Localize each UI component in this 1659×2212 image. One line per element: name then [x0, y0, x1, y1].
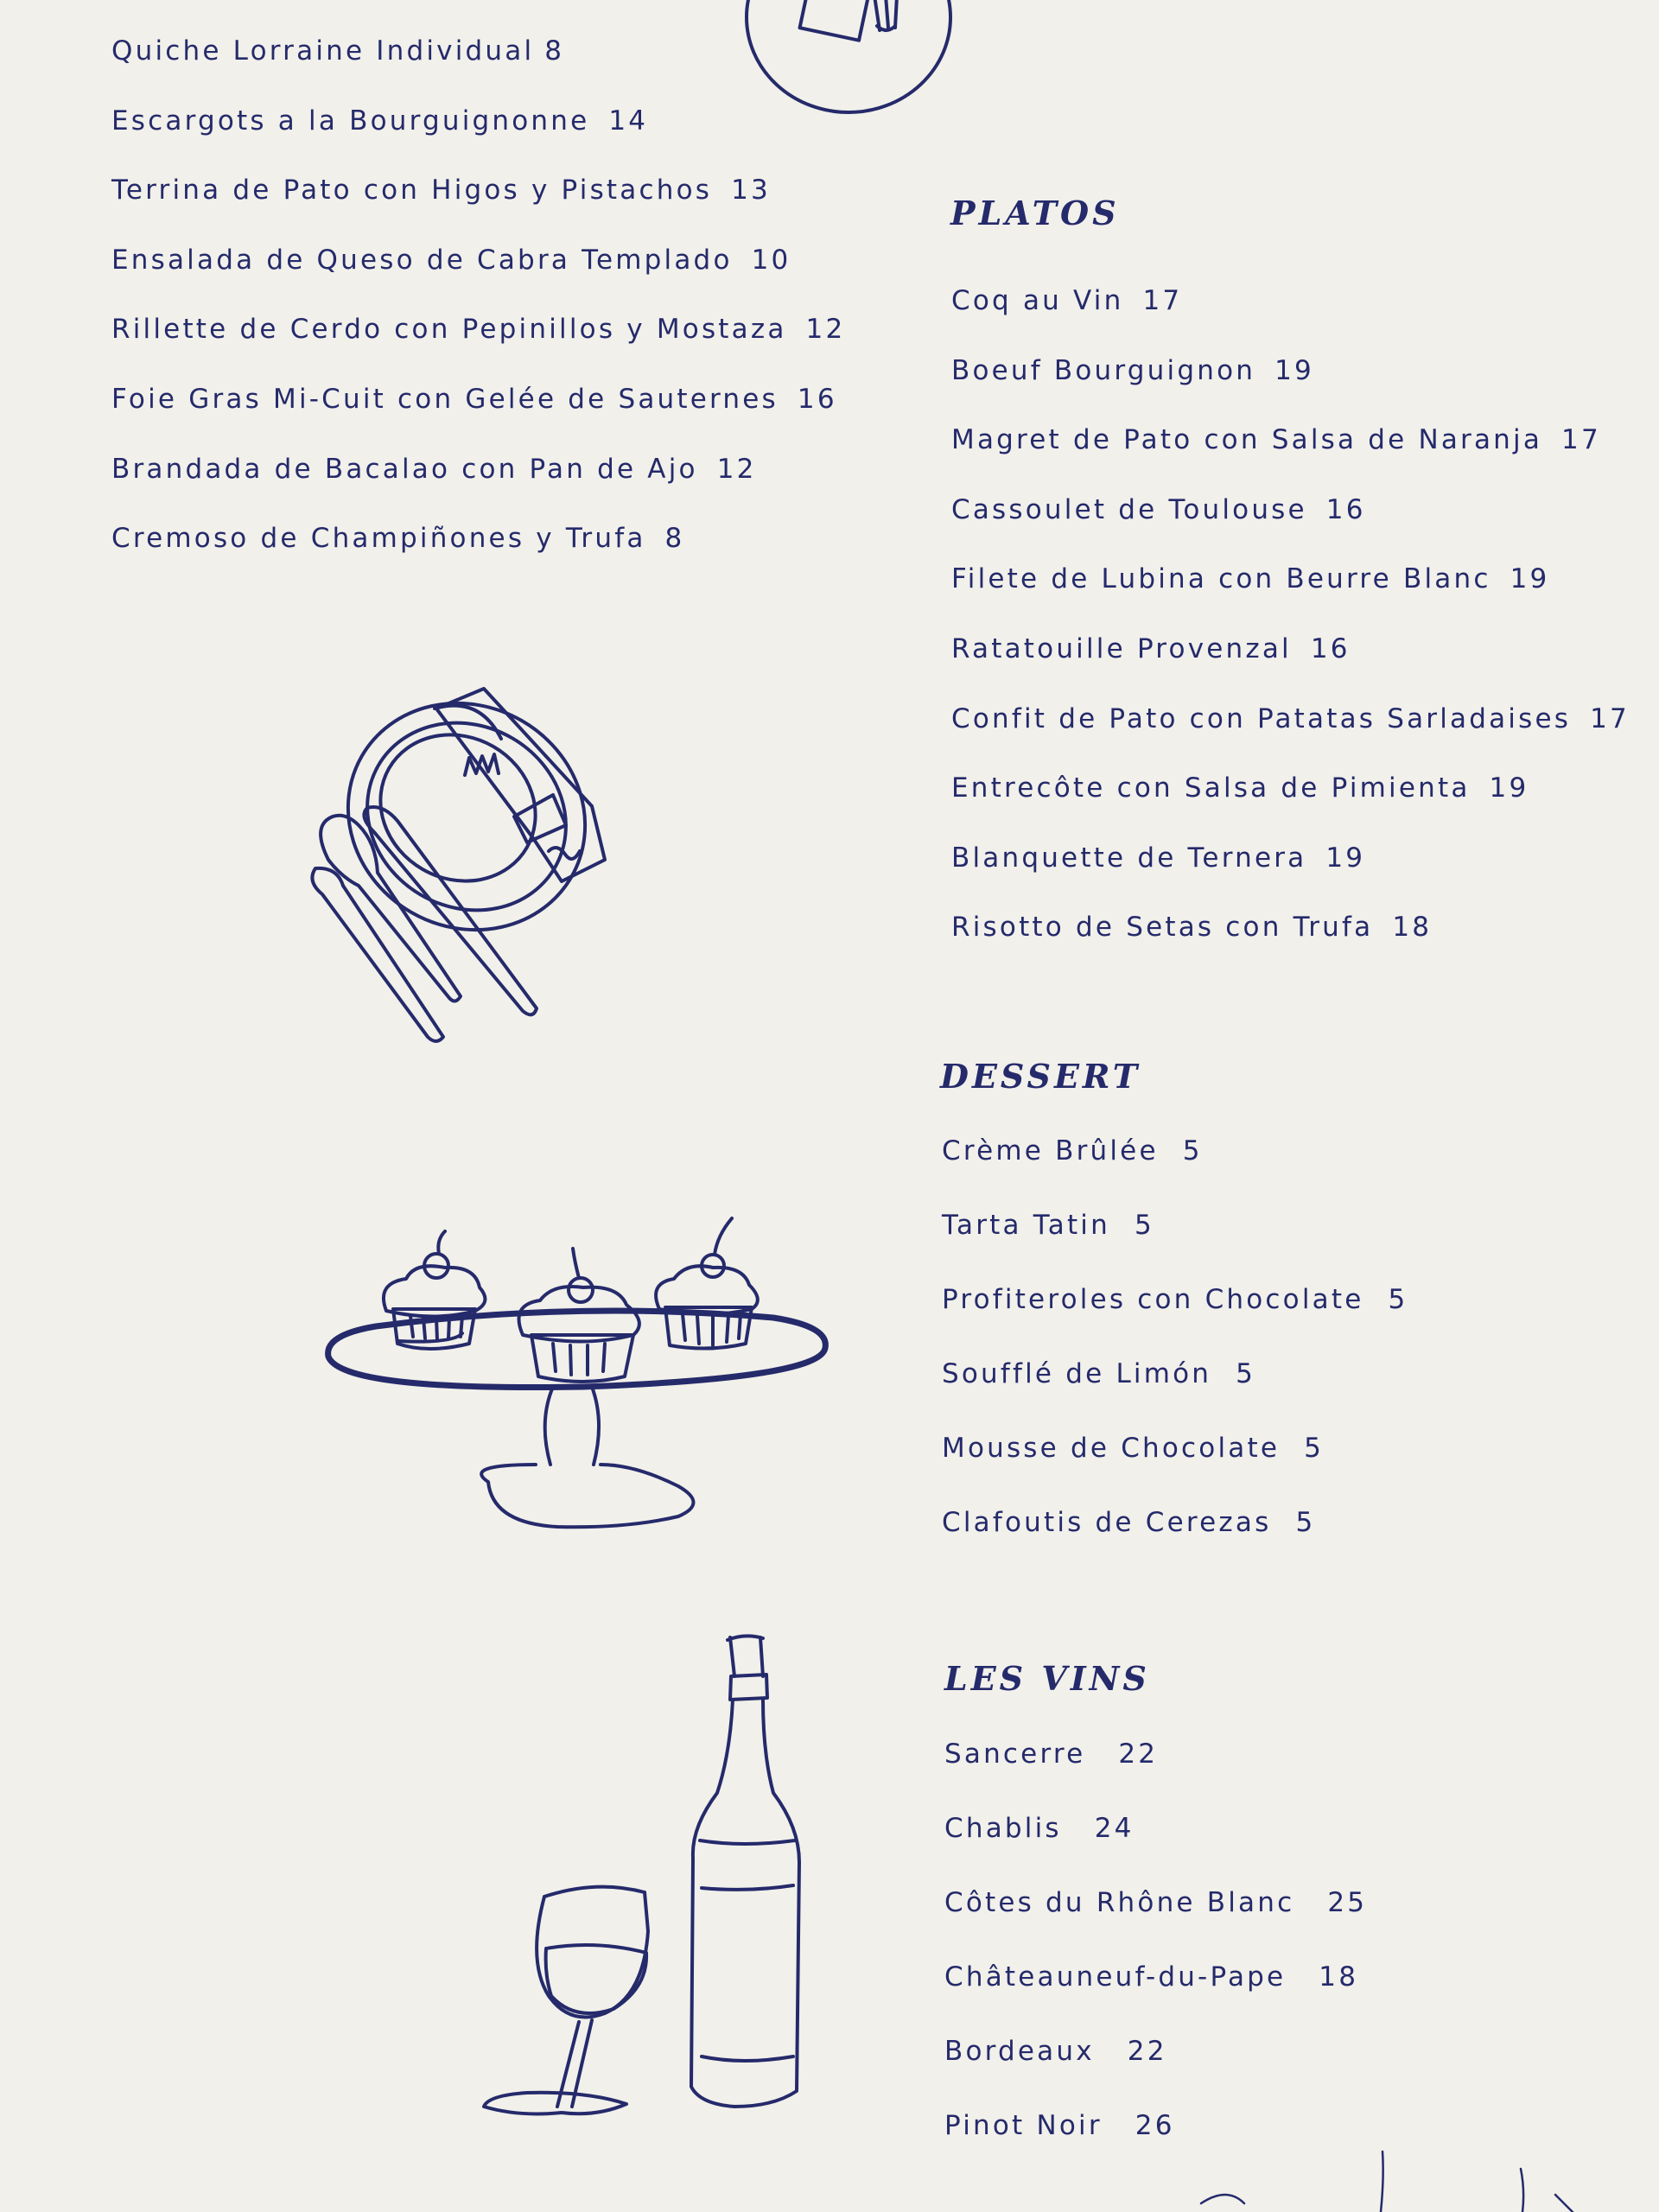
- item-price: 17: [1142, 285, 1183, 316]
- platos-heading: PLATOS: [950, 194, 1120, 232]
- item-name: Terrina de Pato con Higos y Pistachos: [111, 175, 713, 206]
- menu-item: [944, 1738, 1159, 1770]
- item-price: 16: [797, 384, 837, 415]
- item-price: 18: [1392, 912, 1433, 943]
- item-price: 13: [731, 175, 771, 206]
- item-name: Escargots a la Bourguignonne: [111, 105, 590, 137]
- item-name: Côtes du Rhône Blanc: [944, 1887, 1295, 1918]
- item-name: Pinot Noir: [944, 2110, 1103, 2141]
- menu-item: [951, 772, 1529, 804]
- item-price: 5: [1388, 1284, 1408, 1315]
- item-name: Magret de Pato con Salsa de Naranja: [951, 424, 1543, 455]
- item-price: 8: [544, 35, 565, 67]
- item-name: Rillette de Cerdo con Pepinillos y Mostaza: [111, 314, 787, 345]
- item-price: 25: [1327, 1887, 1368, 1918]
- item-price: 5: [1304, 1433, 1325, 1464]
- item-price: 16: [1310, 633, 1351, 664]
- item-price: 12: [716, 454, 757, 485]
- wines-heading: LES VINS: [944, 1659, 1150, 1698]
- item-name: Sancerre: [944, 1738, 1086, 1770]
- item-name: Soufflé de Limón: [942, 1358, 1212, 1389]
- handwritten-signature: [1192, 2143, 1599, 2212]
- item-name: Foie Gras Mi-Cuit con Gelée de Sauternes: [111, 384, 779, 415]
- menu-item: [111, 177, 771, 204]
- item-price: 14: [608, 105, 649, 137]
- menu-item: [942, 1212, 1154, 1239]
- menu-item: [111, 456, 757, 483]
- menu-item: [942, 1507, 1316, 1538]
- item-name: Boeuf Bourguignon: [951, 355, 1256, 386]
- item-price: 8: [664, 523, 685, 554]
- item-price: 5: [1236, 1358, 1256, 1389]
- item-name: Mousse de Chocolate: [942, 1433, 1281, 1464]
- menu-item: [951, 633, 1351, 664]
- menu-item: [942, 1435, 1324, 1462]
- item-name: Filete de Lubina con Beurre Blanc: [951, 563, 1491, 594]
- menu-item: [951, 424, 1601, 455]
- item-name: Cremoso de Champiñones y Trufa: [111, 523, 646, 554]
- menu-item: [951, 494, 1366, 525]
- item-price: 5: [1295, 1507, 1316, 1538]
- menu-item: [111, 247, 791, 274]
- item-name: Ensalada de Queso de Cabra Templado: [111, 245, 733, 276]
- item-name: Coq au Vin: [951, 285, 1124, 316]
- item-name: Ratatouille Provenzal: [951, 633, 1292, 664]
- item-name: Confit de Pato con Patatas Sarladaises: [951, 703, 1572, 734]
- menu-item: [942, 1284, 1408, 1315]
- item-name: Tarta Tatin: [942, 1210, 1110, 1241]
- cake-stand-illustration: [324, 1205, 834, 1542]
- item-name: Brandada de Bacalao con Pan de Ajo: [111, 454, 698, 485]
- menu-item: [944, 1815, 1135, 1842]
- item-name: Bordeaux: [944, 2036, 1095, 2067]
- item-name: Clafoutis de Cerezas: [942, 1507, 1272, 1538]
- item-price: 18: [1319, 1961, 1359, 1993]
- menu-item: [944, 2110, 1175, 2141]
- item-price: 5: [1182, 1135, 1203, 1166]
- menu-item: [942, 1135, 1203, 1166]
- menu-item: [951, 914, 1432, 941]
- plate-top-illustration: [743, 0, 959, 117]
- item-name: Risotto de Setas con Trufa: [951, 912, 1374, 943]
- menu-item: [951, 563, 1550, 594]
- item-name: Cassoulet de Toulouse: [951, 494, 1307, 525]
- menu-item: [944, 1961, 1359, 1993]
- menu-item: [951, 842, 1366, 874]
- item-price: 19: [1489, 772, 1529, 804]
- item-name: Quiche Lorraine Individual: [111, 35, 535, 67]
- item-name: Chablis: [944, 1813, 1062, 1844]
- item-price: 24: [1094, 1813, 1135, 1844]
- menu-item: [111, 35, 565, 67]
- menu-item: [944, 2038, 1167, 2065]
- menu-item: [111, 105, 649, 137]
- item-price: 17: [1590, 703, 1630, 734]
- item-price: 17: [1561, 424, 1601, 455]
- wine-bottle-glass-illustration: [475, 1633, 812, 2134]
- menu-item: [111, 386, 837, 413]
- item-price: 10: [751, 245, 791, 276]
- item-price: 19: [1510, 563, 1550, 594]
- menu-item: [951, 355, 1314, 386]
- item-price: 19: [1325, 842, 1366, 874]
- item-name: Entrecôte con Salsa de Pimienta: [951, 772, 1471, 804]
- menu-item: [111, 525, 684, 552]
- item-name: Crème Brûlée: [942, 1135, 1159, 1166]
- dessert-heading: DESSERT: [940, 1057, 1141, 1096]
- menu-item: [944, 1887, 1368, 1918]
- item-price: 16: [1325, 494, 1366, 525]
- item-price: 19: [1274, 355, 1314, 386]
- item-name: Profiteroles con Chocolate: [942, 1284, 1364, 1315]
- item-name: Châteauneuf-du-Pape: [944, 1961, 1287, 1993]
- menu-item: [951, 285, 1183, 316]
- item-price: 22: [1118, 1738, 1159, 1770]
- item-price: 26: [1135, 2110, 1175, 2141]
- item-price: 12: [805, 314, 846, 345]
- plate-cutlery-illustration: [307, 687, 721, 1050]
- item-name: Blanquette de Ternera: [951, 842, 1307, 874]
- item-price: 5: [1134, 1210, 1154, 1241]
- menu-item: [111, 316, 845, 343]
- menu-item: [951, 703, 1630, 734]
- menu-item: [942, 1358, 1256, 1389]
- item-price: 22: [1127, 2036, 1167, 2067]
